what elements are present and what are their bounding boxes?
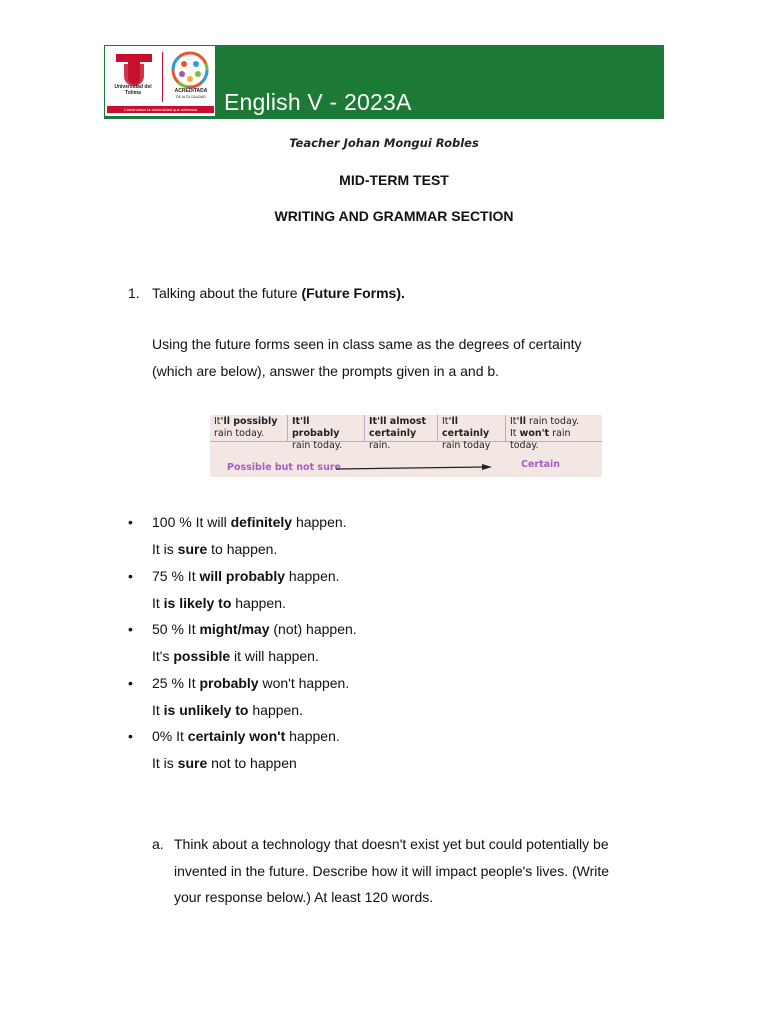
bullet-line-primary: 75 % It will probably happen.: [152, 567, 340, 584]
bullet-line-primary: 25 % It probably won't happen.: [152, 674, 350, 691]
scale-cell: It'll almost certainly rain.: [365, 415, 438, 442]
bullet-marker: •: [128, 621, 133, 637]
bullet-line-secondary: It is likely to happen.: [152, 594, 286, 611]
scale-cell: It'll possibly rain today.: [210, 415, 288, 442]
bullet-marker: •: [128, 674, 133, 691]
certainty-scale-row: [210, 415, 602, 451]
logo-divider: [162, 52, 163, 102]
university-name: Universidad del Tolima: [114, 84, 152, 96]
scale-left-label: Possible but not sure: [227, 462, 341, 473]
scale-cell: It'll certainly rain today: [438, 415, 506, 442]
scale-cell: It'll rain today. It won't rain today.: [506, 415, 602, 442]
accreditation-label: ACREDITADA DE ALTA CALIDAD: [174, 88, 208, 99]
bullet-line-secondary: It is sure to happen.: [152, 541, 278, 557]
bullet-line-primary: 100 % It will definitely happen.: [152, 514, 347, 530]
bullet-line-primary: 0% It certainly won't happen.: [152, 728, 340, 744]
section-title: WRITING AND GRAMMAR SECTION: [274, 208, 514, 224]
bullet-line-primary: 50 % It might/may (not) happen.: [152, 621, 357, 637]
certainty-scale: [210, 415, 602, 477]
university-logo-box: [104, 45, 216, 117]
prompt-a-text: Think about a technology that doesn't exist yet but could potentially be invented in the future. Describe how it will impact people's lives. (Write your response below.) At least 120 words.: [174, 836, 610, 905]
prompt-letter: a.: [152, 836, 164, 852]
scale-cell: It'll probably rain today.: [288, 415, 365, 442]
scale-arrow-icon: [336, 460, 496, 476]
logo-motto-strip: Construimos la universidad que soñamos: [107, 106, 214, 113]
bullet-line-secondary: It's possible it will happen.: [152, 648, 319, 664]
question-heading: Talking about the future (Future Forms).: [152, 285, 405, 301]
university-ut-logo: [108, 50, 163, 110]
question-instruction: Using the future forms seen in class same as the degrees of certainty (which are below), answer the prompts given in a and b.: [152, 336, 582, 379]
scale-right-label: Certain: [521, 459, 561, 470]
teacher-name: Teacher Johan Mongui Robles: [289, 136, 479, 150]
header-banner: [104, 45, 664, 119]
bullet-marker: •: [128, 728, 133, 744]
accreditation-seal-icon: [166, 50, 214, 110]
test-title: MID-TERM TEST: [339, 172, 449, 188]
course-title: English V - 2023A: [224, 89, 412, 115]
bullet-line-secondary: It is unlikely to happen.: [152, 701, 303, 718]
bullet-marker: •: [128, 567, 133, 584]
question-number: 1.: [128, 285, 140, 301]
bullet-line-secondary: It is sure not to happen: [152, 755, 297, 771]
bullet-marker: •: [128, 514, 133, 530]
